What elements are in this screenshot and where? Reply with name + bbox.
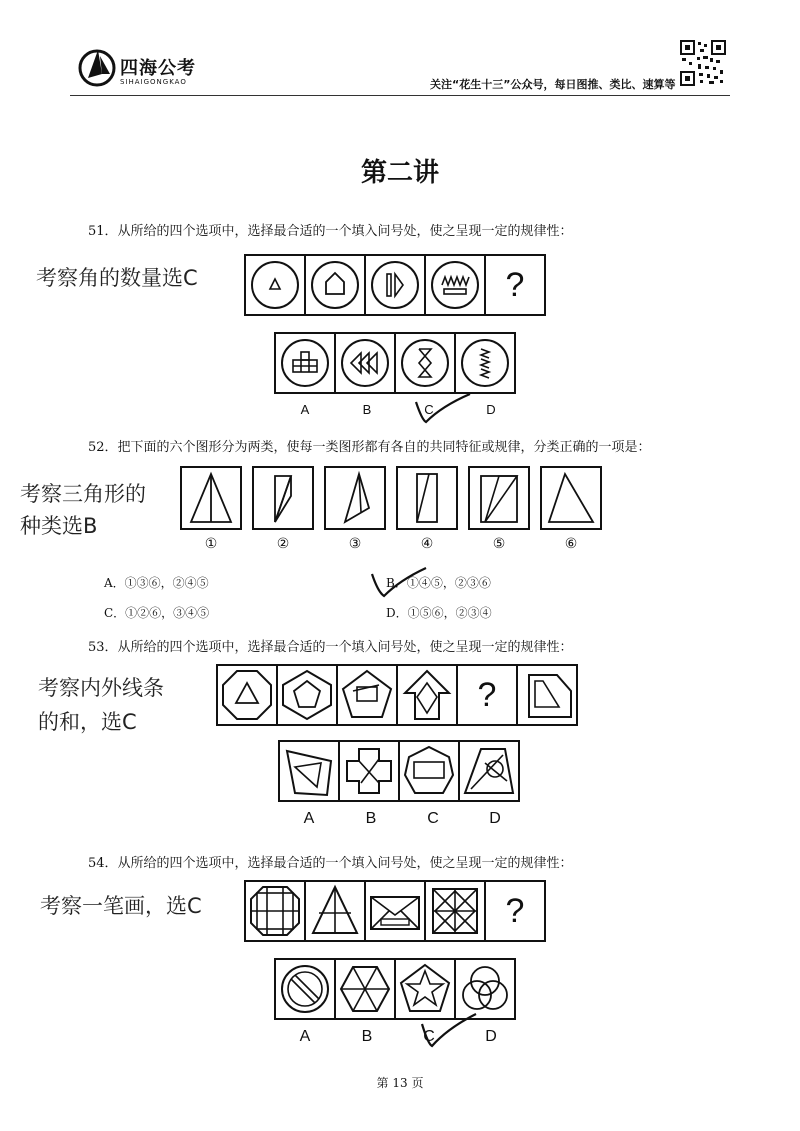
q53-options-row [278, 740, 520, 802]
q53-stem-1 [216, 664, 278, 726]
q52-handwritten-note-line2: 种类选B [20, 514, 98, 538]
q54-stem-1 [244, 880, 306, 942]
question-mark: ? [477, 675, 497, 714]
q52-number-6: ⑥ [564, 536, 578, 552]
q53-label-a: A [303, 810, 315, 827]
q53-option-b[interactable] [338, 740, 400, 802]
q51-label-c: C [424, 402, 434, 417]
q53-option-d[interactable] [458, 740, 520, 802]
logo-mark-icon [78, 44, 116, 88]
q53-stem-3 [336, 664, 398, 726]
q51-stem-2 [304, 254, 366, 316]
q53-option-a[interactable] [278, 740, 340, 802]
q52-figure-4 [396, 466, 458, 530]
q51-label-a: A [300, 402, 310, 417]
q54-option-b[interactable] [334, 958, 396, 1020]
page-title: 第二讲 [360, 158, 439, 188]
q52-option-d[interactable]: D．①⑤⑥，②③④ [386, 606, 492, 620]
q54-label-b: B [361, 1028, 373, 1045]
q53-stem-row [216, 664, 578, 726]
q53-option-c[interactable] [398, 740, 460, 802]
q54-options-row [274, 958, 516, 1020]
question-mark: ? [505, 265, 525, 304]
header-note: 关注“花生十三”公众号，每日图推、类比、速算等 [430, 78, 676, 91]
q51-label-d: D [486, 402, 496, 417]
q53-stem-2 [276, 664, 338, 726]
q54-label-c: C [423, 1028, 435, 1045]
q51-option-c[interactable] [394, 332, 456, 394]
q51-option-labels [274, 402, 522, 417]
page-number: 第 13 页 [376, 1076, 424, 1090]
q54-handwritten-note: 考察一笔画，选C [40, 894, 202, 918]
qr-code-icon [680, 40, 726, 86]
q52-figures-row [180, 466, 602, 530]
q52-figure-5 [468, 466, 530, 530]
q53-stem-4 [396, 664, 458, 726]
header-divider [70, 95, 730, 96]
q54-option-a[interactable] [274, 958, 336, 1020]
q52-figure-numbers [180, 536, 602, 552]
q53-question-cell [456, 664, 518, 726]
q53-stem-6 [516, 664, 578, 726]
q52-number-4: ④ [420, 536, 434, 552]
q52-figure-2 [252, 466, 314, 530]
q54-question-cell [484, 880, 546, 942]
q54-option-c[interactable] [394, 958, 456, 1020]
q52-option-c[interactable]: C．①②⑥，③④⑤ [104, 606, 210, 620]
q54-label-d: D [485, 1028, 497, 1045]
q54-option-labels [274, 1028, 522, 1046]
q53-handwritten-note-line2: 的和，选C [38, 710, 137, 734]
q53-label-b: B [365, 810, 377, 827]
q54-label-a: A [299, 1028, 311, 1045]
q51-option-a[interactable] [274, 332, 336, 394]
q54-stem-row [244, 880, 546, 942]
q51-option-b[interactable] [334, 332, 396, 394]
q52-figure-1 [180, 466, 242, 530]
q53-label-d: D [489, 810, 501, 827]
q54-option-d[interactable] [454, 958, 516, 1020]
q54-text: 54．从所给的四个选项中，选择最合适的一个填入问号处，使之呈现一定的规律性： [88, 856, 573, 871]
q51-stem-4 [424, 254, 486, 316]
q51-stem-1 [244, 254, 306, 316]
q51-label-b: B [362, 402, 372, 417]
q53-label-c: C [427, 810, 439, 827]
q51-stem-row [244, 254, 546, 316]
q52-handwritten-note-line1: 考察三角形的 [20, 482, 146, 506]
q51-question-cell [484, 254, 546, 316]
q52-number-2: ② [276, 536, 290, 552]
q54-stem-2 [304, 880, 366, 942]
q54-stem-4 [424, 880, 486, 942]
logo-text: 四海公考 [120, 58, 196, 79]
q52-option-a[interactable]: A．①③⑥，②④⑤ [104, 576, 209, 590]
q51-options-row [274, 332, 516, 394]
q51-option-d[interactable] [454, 332, 516, 394]
q52-figure-6 [540, 466, 602, 530]
q51-stem-3 [364, 254, 426, 316]
q51-text: 51．从所给的四个选项中，选择最合适的一个填入问号处，使之呈现一定的规律性： [88, 224, 573, 239]
q54-stem-3 [364, 880, 426, 942]
q52-number-3: ③ [348, 536, 362, 552]
q53-handwritten-note-line1: 考察内外线条 [38, 676, 164, 700]
question-mark: ? [505, 891, 525, 930]
q53-text: 53．从所给的四个选项中，选择最合适的一个填入问号处，使之呈现一定的规律性： [88, 640, 573, 655]
q52-number-5: ⑤ [492, 536, 506, 552]
q52-option-b[interactable]: B．①④⑤，②③⑥ [386, 576, 491, 590]
q52-text: 52．把下面的六个图形分为两类，使每一类图形都有各自的共同特征或规律，分类正确的一项是： [88, 440, 651, 455]
q53-option-labels [278, 810, 526, 828]
logo-subtitle: SIHAIGONGKAO [120, 78, 187, 86]
q51-handwritten-note: 考察角的数量选C [36, 266, 198, 290]
q52-number-1: ① [204, 536, 218, 552]
q52-figure-3 [324, 466, 386, 530]
